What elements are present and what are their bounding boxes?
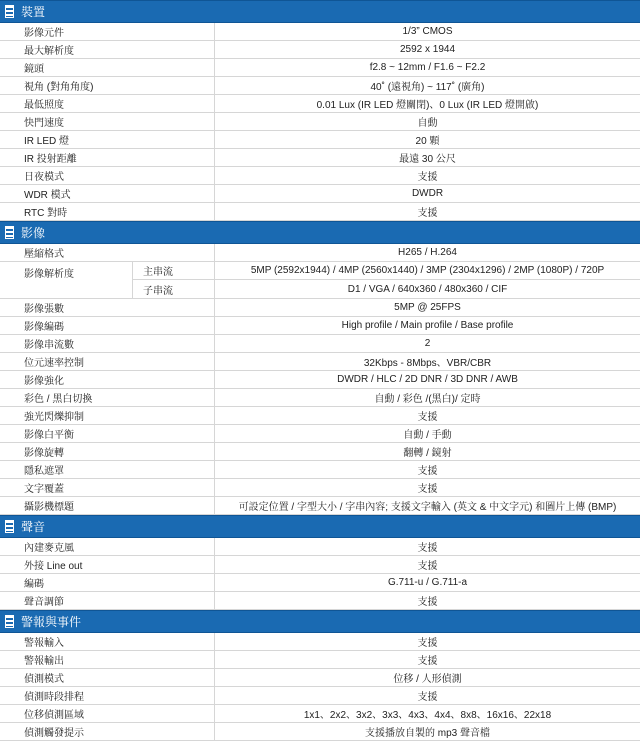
spec-value: 32Kbps - 8Mbps、VBR/CBR xyxy=(363,358,492,369)
spec-label: 偵測觸發提示 xyxy=(0,723,215,740)
spec-row xyxy=(0,299,640,317)
section-header-video xyxy=(0,221,640,244)
spec-value: 可設定位置 / 字型大小 / 字串內容; 支援文字輸入 (英文 & 中文字元) 和圖片上傳 (BMP) xyxy=(238,502,617,513)
spec-label: 偵測模式 xyxy=(0,669,215,686)
spec-label: 快門速度 xyxy=(0,113,215,130)
spec-row xyxy=(0,443,640,461)
spec-label: 影像白平衡 xyxy=(0,425,215,442)
spec-row xyxy=(0,59,640,77)
spec-value: 自動 / 彩色 /(黑白)/ 定時 xyxy=(374,394,481,405)
spec-value: 支援 xyxy=(417,638,438,649)
spec-value: 支援 xyxy=(417,656,438,667)
spec-value: H265 / H.264 xyxy=(398,247,457,258)
spec-row xyxy=(0,651,640,669)
spec-row xyxy=(0,687,640,705)
spec-value: 支援 xyxy=(417,412,438,423)
spec-label: 隱私遮罩 xyxy=(0,461,215,478)
spec-label: 影像強化 xyxy=(0,371,215,388)
spec-row xyxy=(0,497,640,515)
list-icon xyxy=(5,226,14,239)
spec-value: 支援 xyxy=(417,466,438,477)
spec-value: 支援 xyxy=(417,597,438,608)
section-header-device xyxy=(0,0,640,23)
spec-label: 文字覆蓋 xyxy=(0,479,215,496)
spec-label: 壓縮格式 xyxy=(0,244,215,261)
spec-value: High profile / Main profile / Base profile xyxy=(341,320,514,331)
spec-row xyxy=(0,185,640,203)
spec-row xyxy=(0,353,640,371)
spec-value: 支援 xyxy=(417,543,438,554)
spec-label: 影像旋轉 xyxy=(0,443,215,460)
spec-label: 位元速率控制 xyxy=(0,353,215,370)
spec-value: G.711-u / G.711-a xyxy=(387,577,468,588)
spec-value: 自動 xyxy=(417,118,438,129)
spec-label: 偵測時段排程 xyxy=(0,687,215,704)
spec-value: 支援 xyxy=(417,561,438,572)
spec-row xyxy=(0,149,640,167)
spec-row xyxy=(0,113,640,131)
section-title: 聲音 xyxy=(21,520,46,534)
spec-label: 外接 Line out xyxy=(0,556,215,573)
spec-label: 彩色 / 黑白切換 xyxy=(0,389,215,406)
spec-row xyxy=(0,669,640,687)
spec-row xyxy=(0,317,640,335)
spec-row xyxy=(0,131,640,149)
spec-value: DWDR xyxy=(411,188,444,199)
spec-row xyxy=(0,244,640,262)
spec-row xyxy=(0,479,640,497)
spec-value: 2592 x 1944 xyxy=(399,44,456,55)
spec-value: 最遠 30 公尺 xyxy=(399,154,456,165)
section-title: 影像 xyxy=(21,226,46,240)
spec-value: 5MP (2592x1944) / 4MP (2560x1440) / 3MP (2304x1296) / 2MP (1080P) / 720P xyxy=(250,265,605,276)
spec-label: RTC 對時 xyxy=(0,203,215,220)
spec-value: 0.01 Lux (IR LED 燈關閉)、0 Lux (IR LED 燈開啟) xyxy=(316,100,539,111)
stream-label: 主串流 xyxy=(133,262,215,279)
spec-value: 自動 / 手動 xyxy=(403,430,452,441)
video-rows xyxy=(0,299,640,515)
section-body-device xyxy=(0,23,640,221)
spec-row xyxy=(0,633,640,651)
spec-label: 內建麥克風 xyxy=(0,538,215,555)
spec-label: 視角 (對角角度) xyxy=(0,77,215,94)
spec-row xyxy=(0,95,640,113)
section-title: 裝置 xyxy=(21,5,46,19)
spec-row xyxy=(0,556,640,574)
spec-label: 強光閃爍抑制 xyxy=(0,407,215,424)
stream-label: 子串流 xyxy=(133,280,215,298)
section-body-alarm xyxy=(0,633,640,741)
spec-label: 影像張數 xyxy=(0,299,215,316)
spec-value: DWDR / HLC / 2D DNR / 3D DNR / AWB xyxy=(337,374,518,385)
list-icon xyxy=(5,5,14,18)
spec-label: IR 投射距離 xyxy=(0,149,215,166)
spec-label: 最大解析度 xyxy=(0,41,215,58)
spec-value: 1x1、2x2、3x2、3x3、4x3、4x4、8x8、16x16、22x18 xyxy=(303,710,552,721)
spec-row xyxy=(0,723,640,741)
spec-label: 影像串流數 xyxy=(0,335,215,352)
list-icon xyxy=(5,615,14,628)
spec-value: 位移 / 人形偵測 xyxy=(393,674,462,685)
resolution-subrows xyxy=(133,262,640,298)
spec-row xyxy=(0,77,640,95)
section-title: 警報與事件 xyxy=(21,615,82,629)
spec-label: 警報輸入 xyxy=(0,633,215,650)
spec-value: D1 / VGA / 640x360 / 480x360 / CIF xyxy=(347,283,508,295)
spec-row xyxy=(0,425,640,443)
spec-label: 影像解析度 xyxy=(0,262,133,298)
spec-row xyxy=(0,407,640,425)
section-header-audio xyxy=(0,515,640,538)
spec-row xyxy=(0,23,640,41)
section-header-alarm xyxy=(0,610,640,633)
spec-value: 2 xyxy=(424,338,431,349)
spec-row xyxy=(0,167,640,185)
spec-label: 日夜模式 xyxy=(0,167,215,184)
spec-value: f2.8 ~ 12mm / F1.6 ~ F2.2 xyxy=(369,62,486,73)
spec-label: 影像元件 xyxy=(0,23,215,40)
spec-value: 支援 xyxy=(417,692,438,703)
spec-value: 支援播放自製的 mp3 聲音檔 xyxy=(364,728,490,739)
section-body-video xyxy=(0,244,640,515)
spec-row xyxy=(0,203,640,221)
spec-row xyxy=(0,705,640,723)
list-icon xyxy=(5,520,14,533)
spec-row xyxy=(0,371,640,389)
section-body-audio xyxy=(0,538,640,610)
resolution-group xyxy=(0,262,640,299)
spec-value: 5MP @ 25FPS xyxy=(394,302,461,313)
spec-value: 20 顆 xyxy=(415,136,440,147)
spec-row xyxy=(0,389,640,407)
spec-row xyxy=(0,538,640,556)
spec-row xyxy=(0,41,640,59)
spec-subrow xyxy=(133,280,640,298)
spec-value: 支援 xyxy=(417,484,438,495)
spec-label: 編碼 xyxy=(0,574,215,591)
spec-value: 支援 xyxy=(417,208,438,219)
spec-label: 最低照度 xyxy=(0,95,215,112)
spec-row xyxy=(0,335,640,353)
spec-label: 警報輸出 xyxy=(0,651,215,668)
spec-label: WDR 模式 xyxy=(0,185,215,202)
spec-label: 聲音調節 xyxy=(0,592,215,609)
spec-row xyxy=(0,461,640,479)
spec-row xyxy=(0,574,640,592)
spec-subrow xyxy=(133,262,640,280)
spec-label: 位移偵測區域 xyxy=(0,705,215,722)
spec-value: 翻轉 / 鏡射 xyxy=(403,448,452,459)
spec-label: IR LED 燈 xyxy=(0,131,215,148)
spec-label: 攝影機標題 xyxy=(0,497,215,514)
spec-value: 支援 xyxy=(417,172,438,183)
spec-label: 鏡頭 xyxy=(0,59,215,76)
spec-value: 1/3” CMOS xyxy=(402,26,453,37)
spec-row xyxy=(0,592,640,610)
spec-label: 影像編碼 xyxy=(0,317,215,334)
spec-value: 40˚ (遠視角) ~ 117˚ (廣角) xyxy=(370,82,485,93)
